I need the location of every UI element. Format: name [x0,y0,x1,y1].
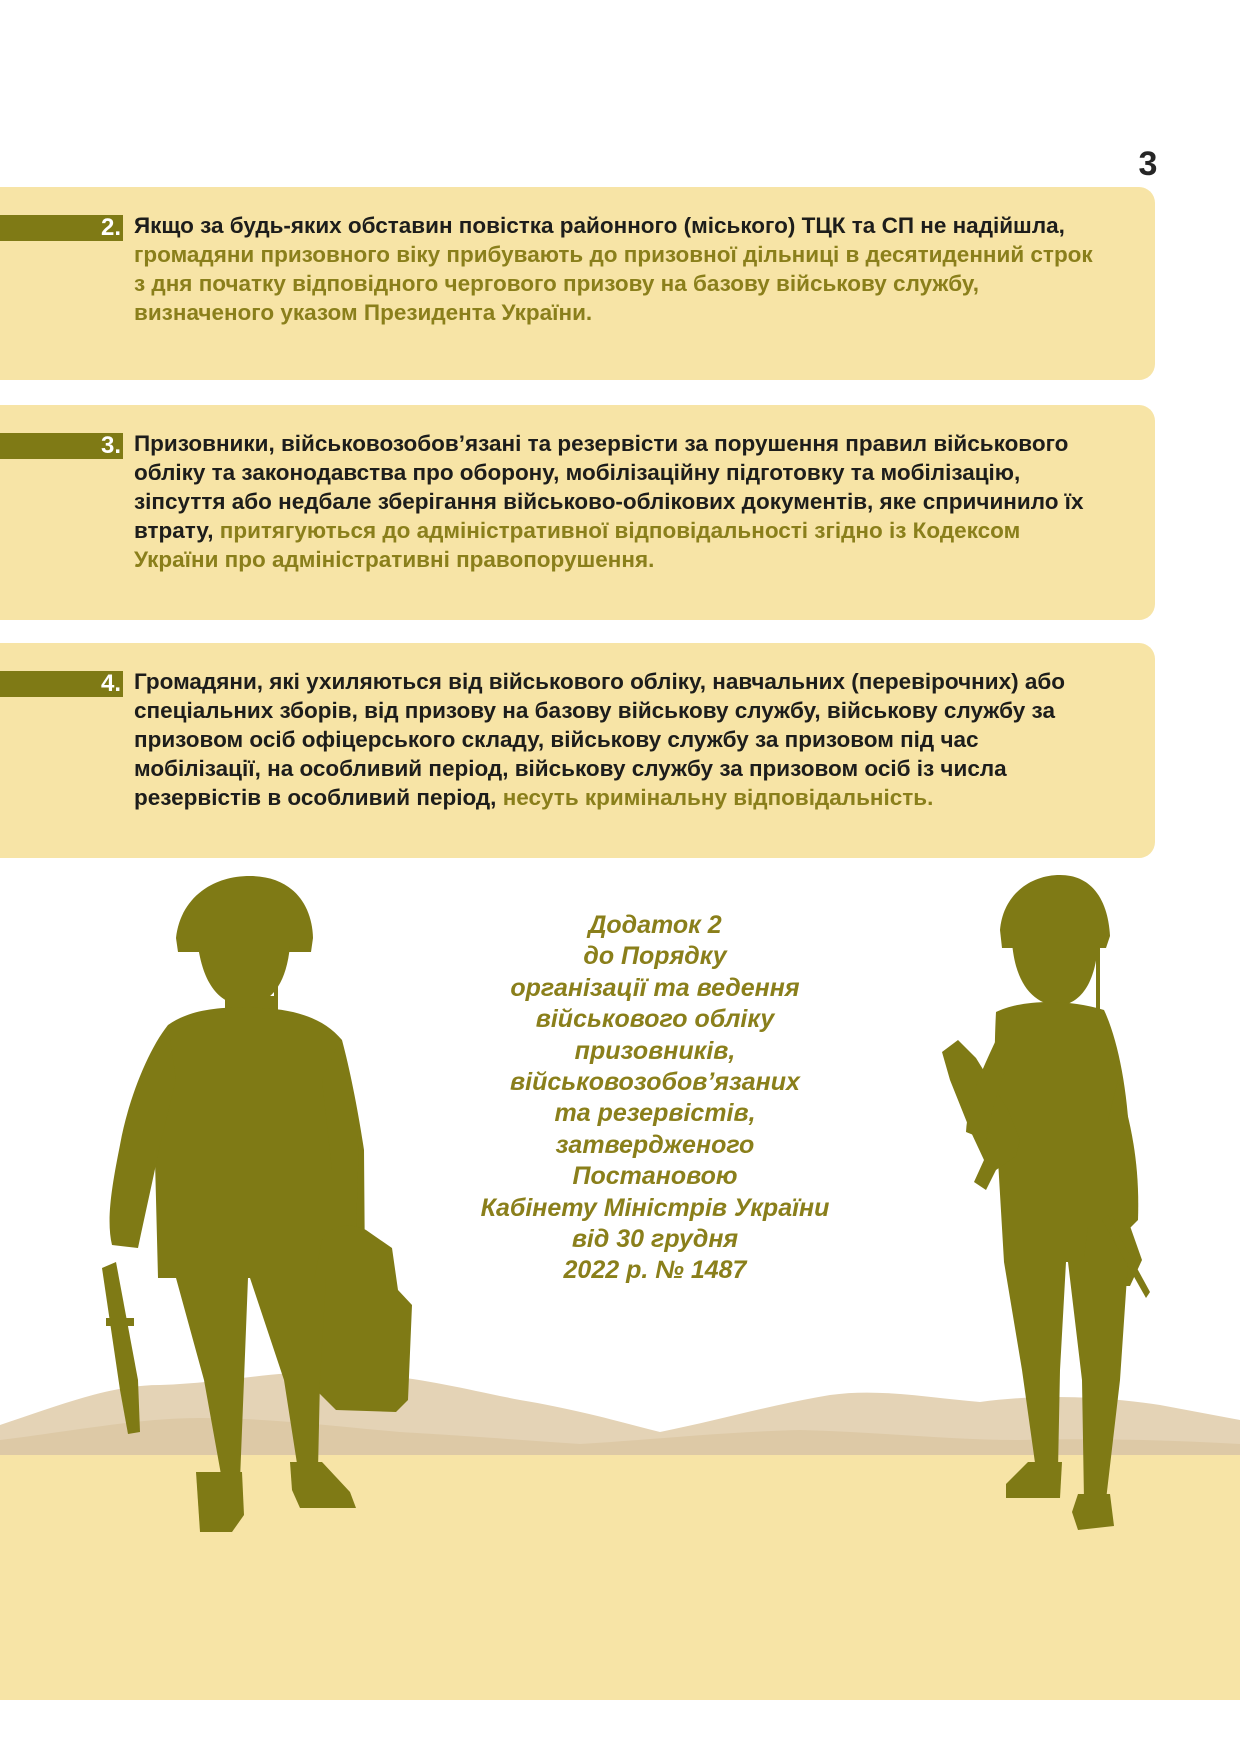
block-bold-text: Якщо за будь-яких обставин повістка районного (міського) ТЦК та СП не надійшла, [134,213,1065,238]
caption-line: від 30 грудня [571,1225,739,1254]
caption-line: організації та ведення [510,973,800,1002]
caption-line: Постановою [572,1162,738,1191]
caption-line: 2022 р. № 1487 [563,1256,747,1285]
caption-line: військового обліку [535,1005,775,1034]
caption-line: військовозобов’язаних [510,1068,800,1097]
caption-line: затвердженого [555,1130,755,1159]
block-bold-text: Громадяни, які ухиляються від військового обліку, навчальних (перевірочних) або спеціальних зборів, від призову на базову військову службу, військову службу за призовом осіб офіцерського складу, військову службу за призовом під час мобілізації, на особливий період, військову службу за призовом осіб із числа резервістів в особливий період, [134,669,1066,810]
caption-line: призовників, [574,1036,736,1065]
caption-line: до Порядку [583,942,727,971]
block-number: 4. [100,670,121,697]
block-bold-text: Призовники, військовозобов’язані та резервісти за порушення правил військового обліку та законодавства про оборону, мобілізаційну підготовку та мобілізацію, зіпсуття або недбале зберігання військово-облікових документів, яке спричинило їх втрату, [134,431,1084,543]
caption-line: Кабінету Міністрів України [480,1193,830,1222]
appendix-caption [410,910,900,1287]
block-number: 2. [100,214,121,241]
caption-line: та резервістів, [554,1099,756,1128]
block-accent-text: притягуються до адміністративної відповідальності згідно із Кодексом України про адміністративні правопорушення. [134,518,1021,572]
block-accent-text: несуть кримінальну відповідальність. [502,785,934,810]
caption-line: Додаток 2 [588,911,722,939]
block-number: 3. [100,432,121,459]
page-number: 3 [1138,145,1158,183]
block-accent-text: громадяни призовного віку прибувають до призовної дільниці в десятиденний строк з дня початку відповідного чергового призову на базову військову службу, визначеного указом Президента України. [134,242,1093,325]
